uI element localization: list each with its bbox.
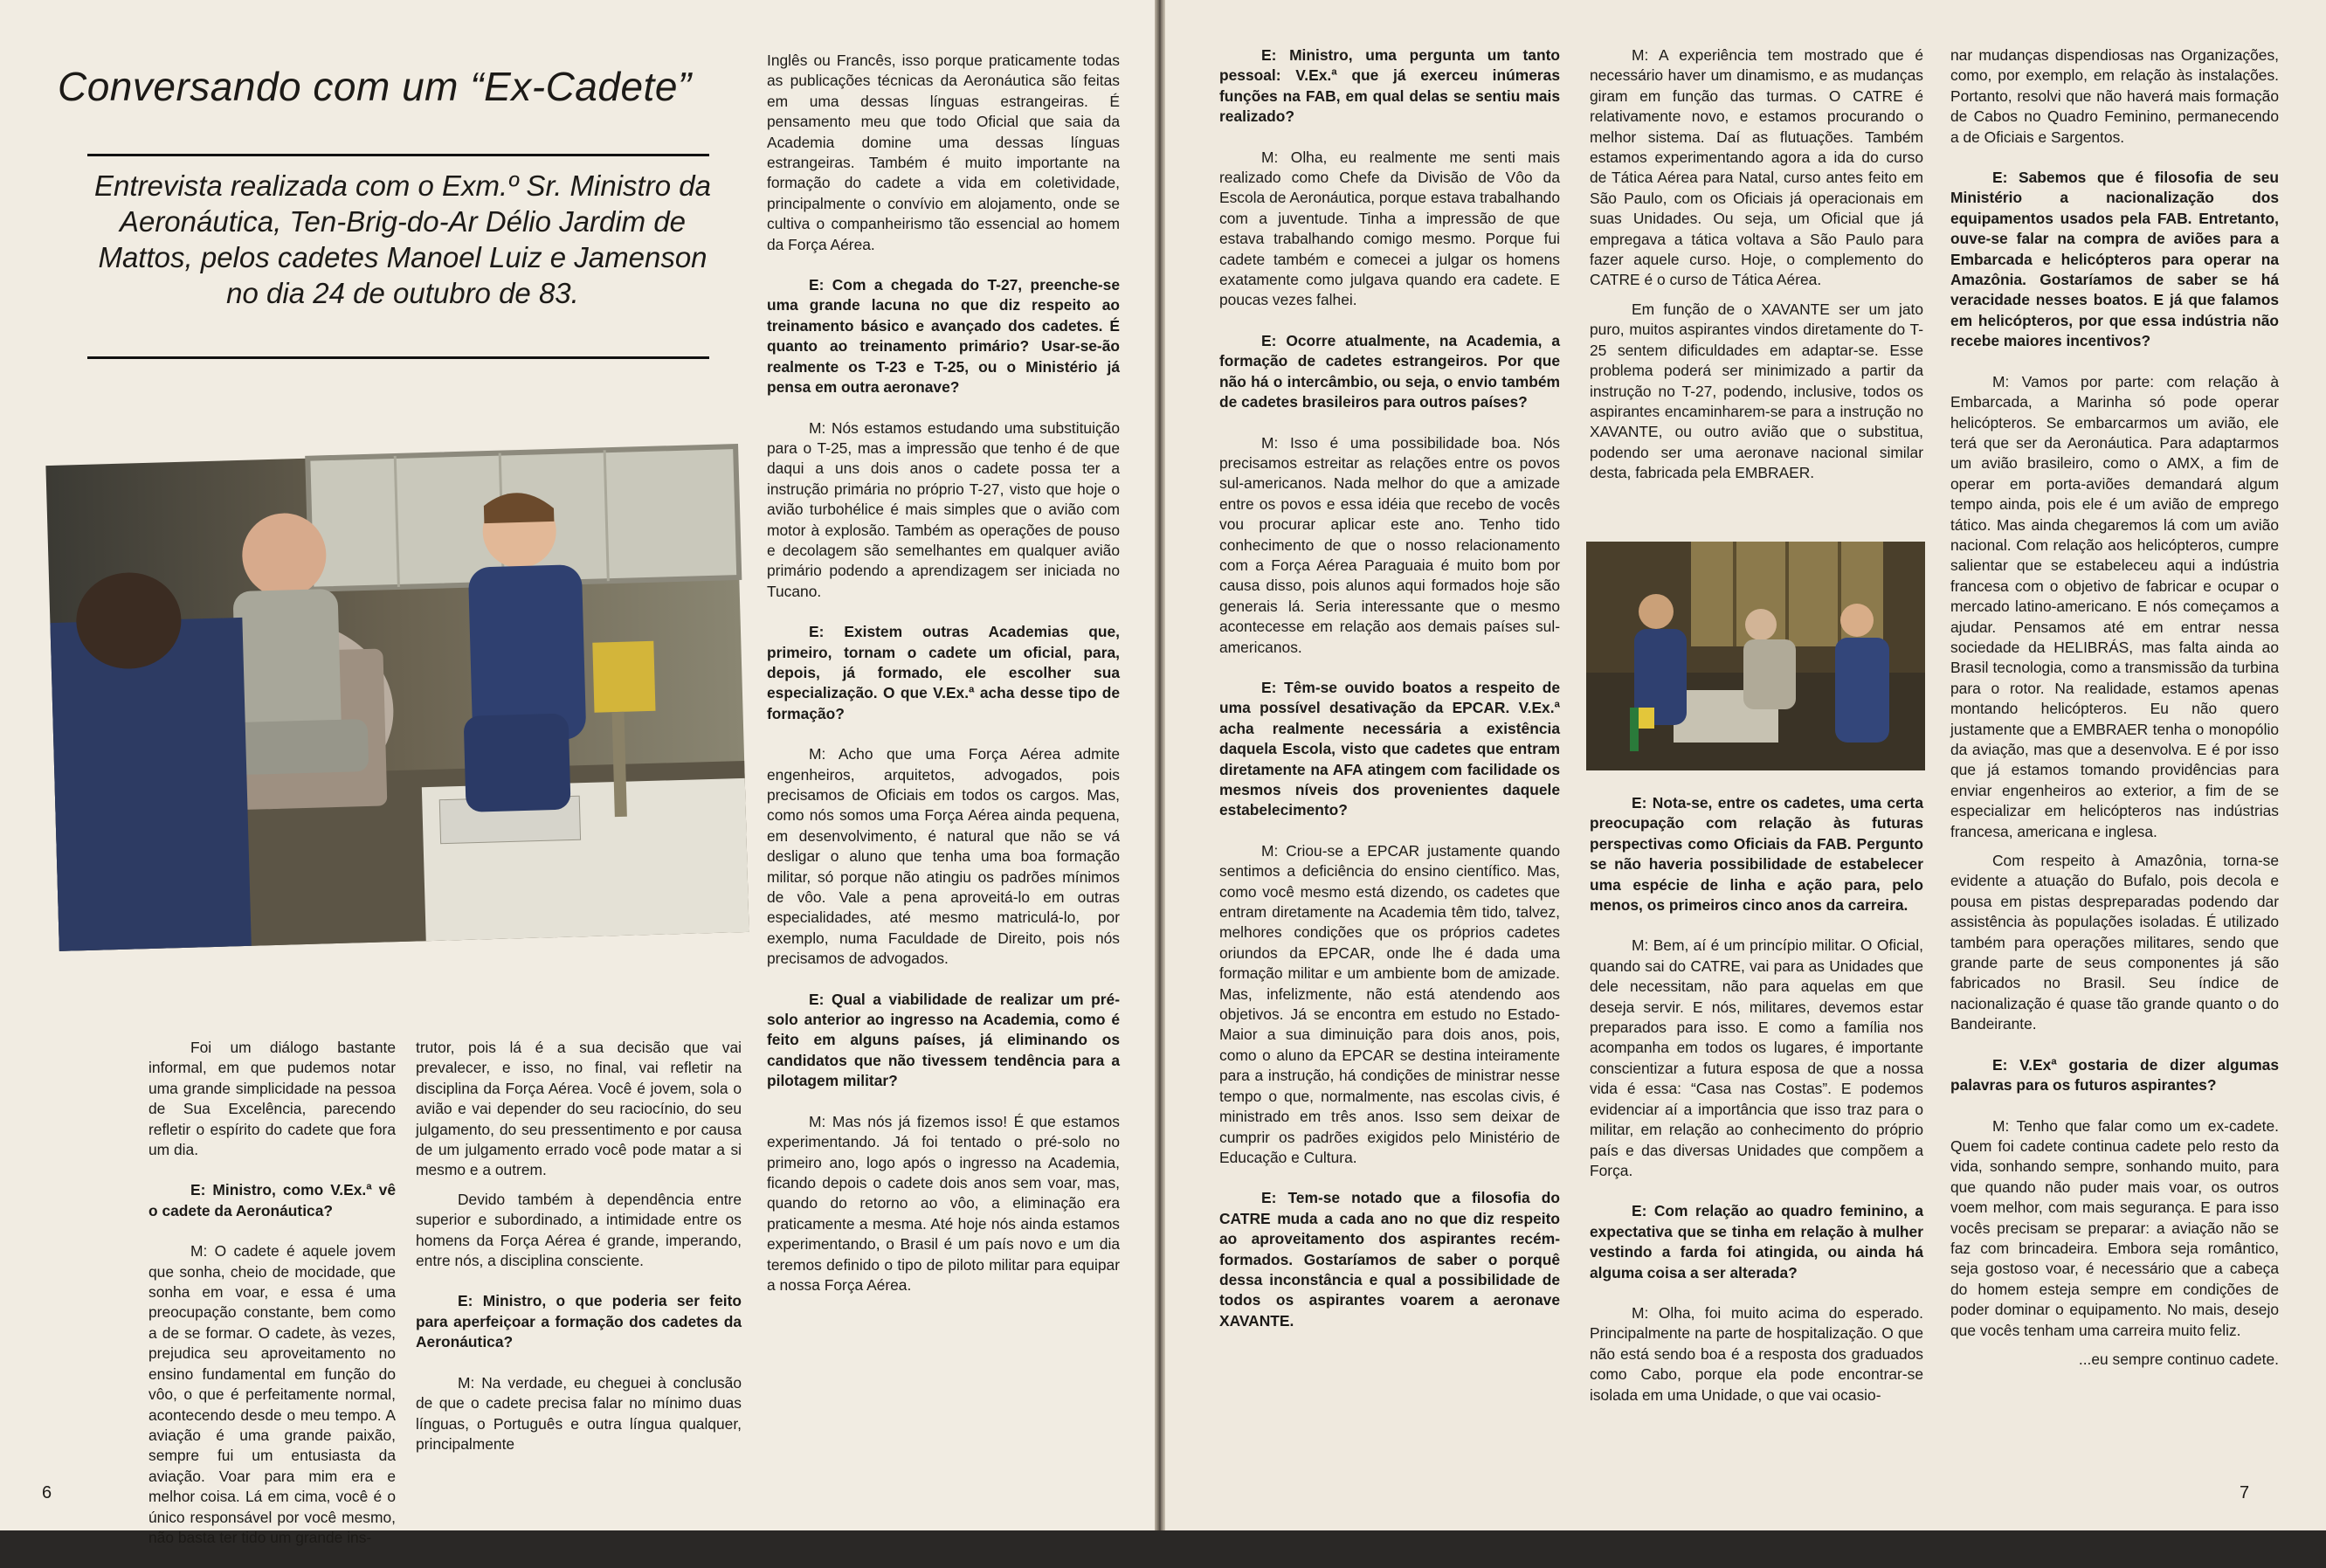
paragraph: Com respeito à Amazônia, torna-se evidente a atuação do Bufalo, pois decola e pousa em pistas despreparadas podendo dar assistência às populações isoladas. É utilizado também para operações militares, sendo que grande parte de seus componentes já são fabricados no Brasil. Seu índice de nacionalização é quase tão grande quanto o do Bandeirante. [1950,852,2279,1033]
answer: M: O cadete é aquele jovem que sonha, cheio de mocidade, que sonha em voar, e essa é uma preocupação constante, bem como a de se formar. O cadete, às vezes, prejudica seu aproveitamento no ensino fundamental em função do vôo, o que é perfeitamente normal, acontecendo desde o meu tempo. A aviação é uma grande paixão, sempre fui um entusiasta da aviação. Voar para mim era e melhor coisa. Lá em cima, você é o único responsável por você mesmo, não basta ter tido um grande ins- [148,1242,396,1546]
title-rule-bottom [87,356,709,359]
photo-ministro-com-cadetes-icon [45,446,749,951]
left-column-3 [767,51,1120,1316]
answer: M: Mas nós já fizemos isso! É que estamos experimentando. Já foi tentado o pré-solo no primeiro ano, logo após o ingresso na Academia, ficando depois o cadete dois anos sem voar, mas, quando do retorno ao vôo, a eliminação era praticamente a mesma. Até hoje nós ainda estamos experimentando, o Brasil é um país novo e um dia teremos definido o tipo de piloto militar para equipar a nossa Força Aérea. [767,1112,1120,1294]
interview-photo [45,446,749,951]
question: E: Têm-se ouvido boatos a respeito de uma possível desativação da EPCAR. V.Ex.ª acha realmente necessária a existência daquela Escola, visto que cadetes que entram diretamente na AFA atingem com facilidade os mesmos níveis dos provenientes daquele estabelecimento? [1219,678,1560,819]
question: E: Ministro, como V.Ex.ª vê o cadete da Aeronáutica? [148,1181,396,1219]
paragraph: Em função de o XAVANTE ser um jato puro, muitos aspirantes vindos diretamente do T-25 sentem dificuldades em adaptar-se. Esse problema poderá ser minimizado a partir da instrução no T-27, podendo, inclusive, todos os aspirantes encaminharem-se para a instrução no XAVANTE, ou outro avião que o substitua, podendo ser uma aeronave nacional similar desta, fabricada pela EMBRAER. [1590,300,1923,482]
question: E: Sabemos que é filosofia de seu Ministério a nacionalização dos equipamentos usados pela FAB. Entretanto, ouve-se falar na compra de aviões para a Embarcada e helicópteros para operar na Amazônia. Gostaríamos de saber se há veracidade nesses boatos. E já que falamos em helicópteros, por que essa indústria não recebe maiores incentivos? [1950,169,2279,350]
answer: M: Tenho que falar como um ex-cadete. Quem foi cadete continua cadete pelo resto da vida, sonhando sempre, sonhando muito, para que quando não puder mais voar, os outros voem melhor, com mais segurança. E para isso vocês precisam se preparar: a aviação não se faz com brincadeira. Embora seja romântico, seja gostoso voar, é necessário que a cabeça do homem esteja sempre em condições de poder dominar o equipamento. No mais, desejo que vocês tenham uma carreira muito feliz. [1950,1116,2279,1339]
closing-line: ...eu sempre continuo cadete. [2078,1350,2279,1368]
photo-gabinete-ministro-icon [1586,542,1925,770]
right-column-2-bottom [1590,793,1923,1426]
question: E: Nota-se, entre os cadetes, uma certa preocupação com relação às futuras perspectivas como Oficiais da FAB. Pergunto se não haveria possibilidade de estabelecer uma espécie de linha e ação para, pelo menos, os primeiros cinco anos da carreira. [1590,794,1923,915]
answer: M: Isso é uma possibilidade boa. Nós precisamos estreitar as relações entre os povos sul-americanos. Nada melhor do que a amizade entre os povos e essa idéia que recebo de vocês vou procurar aplicar este ano. Tenho tido conhecimento de que o nosso relacionamento com a Força Aérea Paraguaia é muito bom por causa disso, pois alunos aqui formados hoje são generais lá. Seria interessante que o mesmo acontecesse em relação aos demais países sul-americanos. [1219,433,1560,656]
page-number-left: 6 [42,1483,52,1502]
spine-gutter [1155,0,1165,1530]
question: E: V.Exª gostaria de dizer algumas palavras para os futuros aspirantes? [1950,1055,2279,1095]
right-column-2-top [1590,45,1923,504]
answer: M: Bem, aí é um princípio militar. O Oficial, quando sai do CATRE, vai para as Unidades que dele necessitam, não para aquelas em que deseja servir. E nós, militares, devemos estar preparados para isso. E como a família nos acompanha em todos os lugares, é importante conscientizar a futura esposa de que a nossa vida é essa: “Casa nas Costas”. E podemos evidenciar aí a importância que isso traz para o militar, em relação ao conhecimento do próprio país e das diversas Unidades que compõem a Força. [1590,936,1923,1179]
right-column-3 [1950,45,2279,1390]
left-page [0,0,1155,1546]
question: E: Com a chegada do T-27, preenche-se uma grande lacuna no que diz respeito ao treinamento básico e avançado dos cadetes. É quanto ao treinamento primário? Usar-se-ão realmente os T-23 e T-25, ou o Ministério já pensa em outra aeronave? [767,276,1120,397]
answer: M: Criou-se a EPCAR justamente quando sentimos a deficiência do ensino científico. Mas, como você mesmo está dizendo, os cadetes que entram diretamente na Academia têm tido, talvez, melhores condições que os próprios cadetes oriundos da EPCAR, onde lhe é dada uma formação militar e um ambiente bom de amizade. Mas, infelizmente, não está atendendo aos objetivos. Já se encontra em estudo no Estado-Maior a sua diminuição para dois anos, pois, como o aluno da EPCAR se destina inteiramente para a instrução, há condições de ministrar nesse tempo o que, normalmente, nas escolas civis, é ministrado em três anos. Isso sem deixar de cumprir os padrões exigidos pelo Ministério de Educação e Cultura. [1219,841,1560,1166]
question: E: Qual a viabilidade de realizar um pré-solo anterior ao ingresso na Academia, como é feito em alguns países, já eliminando os candidatos que não tivessem tendência para a pilotagem militar? [767,990,1120,1090]
left-column-1 [148,1038,396,1568]
article-subtitle: Entrevista realizada com o Exm.º Sr. Ministro da Aeronáutica, Ten-Brig-do-Ar Délio Jardim de Mattos, pelos cadetes Manoel Luiz e Jamenson no dia 24 de outubro de 83. [94,169,711,309]
title-rule-top [87,154,709,156]
question: E: Ministro, o que poderia ser feito para aperfeiçoar a formação dos cadetes da Aeronáutica? [416,1292,742,1351]
answer: M: Acho que uma Força Aérea admite engenheiros, arquitetos, advogados, pois precisamos de Oficiais em todos os cargos. Mas, como nós somos uma Força Aérea ainda pequena, em desenvolvimento, é natural que não se vá desligar o aluno que tenha uma boa formação militar, só porque não atingiu os padrões mínimos de vôo. Vale a pena aproveitá-lo em outras especialidades, até mesmo matriculá-lo, por exemplo, numa Faculdade de Direito, pois nós precisamos de advogados. [767,745,1120,968]
answer: nar mudanças dispendiosas nas Organizações, como, por exemplo, em relação às instalações. Portanto, resolvi que não haverá mais formação de Cabos no Quadro Feminino, permanecendo a de Oficiais e Sargentos. [1950,46,2279,146]
left-column-2 [416,1038,742,1475]
question: E: Ocorre atualmente, na Academia, a formação de cadetes estrangeiros. Por que não há o intercâmbio, ou seja, o envio também de cadetes brasileiros para outros países? [1219,331,1560,411]
answer: Inglês ou Francês, isso porque praticamente todas as publicações técnicas da Aeronáutica são feitas em uma dessas línguas estrangeiras. É pensamento meu que todo Oficial que saia da Academia domine uma dessas línguas estrangeiras. Também é muito importante na formação do cadete a vida em coletividade, principalmente o convívio em alojamento, onde se cultiva o companheirismo tão essencial ao homem da Força Aérea. [767,52,1120,253]
paragraph: Devido também à dependência entre superior e subordinado, a intimidade entre os homens da Força Aérea é grande, imperando, entre nós, a disciplina consciente. [416,1190,742,1270]
answer: M: Nós estamos estudando uma substituição para o T-25, mas a impressão que tenho é de que daqui a uns dois anos o cadete possa ter a instrução primária no próprio T-27, visto que hoje o avião turbohélice é mais simples que o avião com motor à explosão. Também as operações de pouso e decolagem são semelhantes em qualquer avião primário podendo a aprendizagem ser iniciada no Tucano. [767,418,1120,600]
answer: M: A experiência tem mostrado que é necessário haver um dinamismo, e as mudanças giram em função das turmas. O CATRE é relativamente novo, e estamos procurando o melhor sistema. Daí as flutuações. Também estamos experimentando agora a ida do curso de Tática Aérea para Natal, curso antes feito em São Paulo, com os Oficiais já operacionais em suas Unidades. Ou seja, um Oficial que já empregava a tática voltava a São Paulo para fazer aquele curso. Hoje, o complemento do CATRE é o curso de Tática Aérea. [1590,46,1923,289]
office-photo [1586,542,1925,770]
answer: M: Olha, eu realmente me senti mais realizado como Chefe da Divisão de Vôo da Escola de Aeronáutica, porque estava trabalhando com a juventude. Tinha a impressão de que estava trabalhando comigo mesmo. Porque fui cadete também e comecei a julgar os homens exatamente como julgava quando era cadete. E poucas vezes falhei. [1219,148,1560,309]
answer: M: Na verdade, eu cheguei à conclusão de que o cadete precisa falar no mínimo duas línguas, o Português e outra língua qualquer, principalmente [416,1373,742,1453]
question: E: Existem outras Academias que, primeiro, tornam o cadete um oficial, para, depois, já formado, ele escolher sua especialização. O que V.Ex.ª acha desse tipo de formação? [767,623,1120,722]
question: E: Com relação ao quadro feminino, a expectativa que se tinha em relação à mulher vestindo a farda foi atingida, ou ainda há alguma coisa a ser alterada? [1590,1202,1923,1281]
paragraph: trutor, pois lá é a sua decisão que vai prevalecer, e isso, no final, vai refletir na disciplina da Força Aérea. Você é jovem, sola o avião e vai depender do seu raciocínio, do seu julgamento, do seu pressentimento e por causa de um julgamento errado você pode matar a si mesmo e a outrem. [416,1039,742,1179]
paragraph: Foi um diálogo bastante informal, em que pudemos notar uma grande simplicidade na pessoa de Sua Excelência, parecendo refletir o espírito do cadete que fora um dia. [148,1039,396,1159]
question: E: Tem-se notado que a filosofia do CATRE muda a cada ano no que diz respeito ao aproveitamento dos aspirantes recém-formados. Gostaríamos de saber o porquê dessa inconstância e qual a possibilidade de todos os aspirantes voarem a aeronave XAVANTE. [1219,1189,1560,1330]
right-page [1165,0,2326,1530]
answer: M: Vamos por parte: com relação à Embarcada, a Marinha só pode operar helicópteros. Se embarcarmos um avião, ele terá que ser da Aeronáutica. Para adaptarmos um avião brasileiro, como o AMX, a fim de operar em porta-aviões demandará algum tempo ainda, pois ele é um avião de emprego tático. Mas ainda chegaremos lá com um avião nacional. Com relação aos helicópteros, cumpre salientar que se estabeleceu aqui a indústria francesa com o objetivo de fabricar e ocupar o mercado latino-americano. E nós começamos a ajudar. Pensamos até em entrar nessa sociedade da HELIBRÁS, mas falta ainda ao Brasil tecnologia, como a transmissão da turbina para o rotor. Na realidade, estamos apenas montando helicópteros. Eu não quero justamente que a EMBRAER tenha o monopólio da aviação, mas que a desenvolva. E é por isso que já estamos tomando providências para enviar engenheiros ao exterior, a fim de se especializar em helicópteros nas indústrias francesa, americana e inglesa. [1950,372,2279,840]
question: E: Ministro, uma pergunta um tanto pessoal: V.Ex.ª que já exerceu inúmeras funções na FAB, em qual delas se sentiu mais realizado? [1219,46,1560,126]
right-column-1 [1219,45,1560,1351]
answer: M: Olha, foi muito acima do esperado. Principalmente na parte de hospitalização. O que não está sendo boa é a resposta dos graduados como Cabo, porque ela pode encontrar-se isolada em uma Unidade, o que vai ocasio- [1590,1303,1923,1404]
page-number-right: 7 [2240,1483,2250,1502]
article-title: Conversando com um “Ex-Cadete” [58,64,692,109]
